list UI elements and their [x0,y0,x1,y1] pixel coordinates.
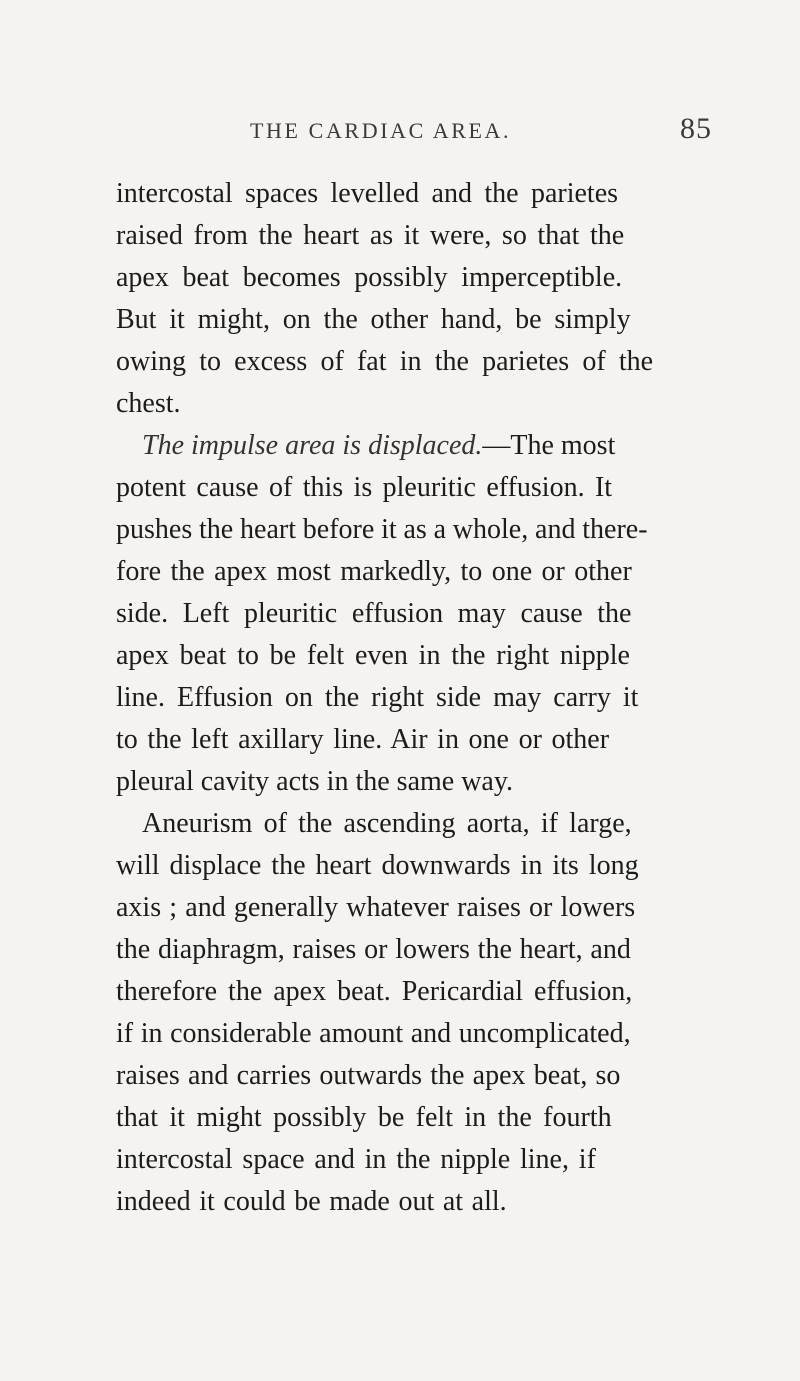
text-line: pushes the heart before it as a whole, and there- [116,514,648,545]
text-line-with-heading [142,426,615,466]
text-line: apex beat to be felt even in the right nipple [116,640,630,671]
page-number: 85 [680,112,712,145]
text-line: potent cause of this is pleuritic effusion. It [116,472,613,503]
text-line: chest. [116,388,181,419]
text-line: intercostal space and in the nipple line, if [116,1144,596,1175]
text-line: raises and carries outwards the apex beat, so [116,1060,621,1091]
text-line: line. Effusion on the right side may carry it [116,682,639,713]
text-line: intercostal spaces levelled and the parietes [116,178,619,209]
text-line: therefore the apex beat. Pericardial effusion, [116,976,633,1007]
text-line: side. Left pleuritic effusion may cause the [116,598,632,629]
text-line: But it might, on the other hand, be simply [116,304,631,335]
text-line: that it might possibly be felt in the fourth [116,1102,612,1133]
text-line: raised from the heart as it were, so that the [116,220,625,251]
text-line: pleural cavity acts in the same way. [116,766,514,797]
section-heading: The impulse area is displaced. [142,430,483,461]
text-line: owing to excess of fat in the parietes of the [116,346,654,377]
text-line: fore the apex most markedly, to one or other [116,556,632,587]
text-line: apex beat becomes possibly imperceptible. [116,262,623,293]
text-line: the diaphragm, raises or lowers the heart, and [116,934,631,965]
text-line: if in considerable amount and uncomplicated, [116,1018,631,1049]
text-line: will displace the heart downwards in its long [116,850,639,881]
text-line: —The most [482,430,616,461]
running-head [0,112,800,152]
text-line: axis ; and generally whatever raises or lowers [116,892,636,923]
text-line: to the left axillary line. Air in one or other [116,724,610,755]
text-line: Aneurism of the ascending aorta, if large, [142,808,632,839]
text-line: indeed it could be made out at all. [116,1186,507,1217]
running-title: THE CARDIAC AREA. [250,118,512,143]
